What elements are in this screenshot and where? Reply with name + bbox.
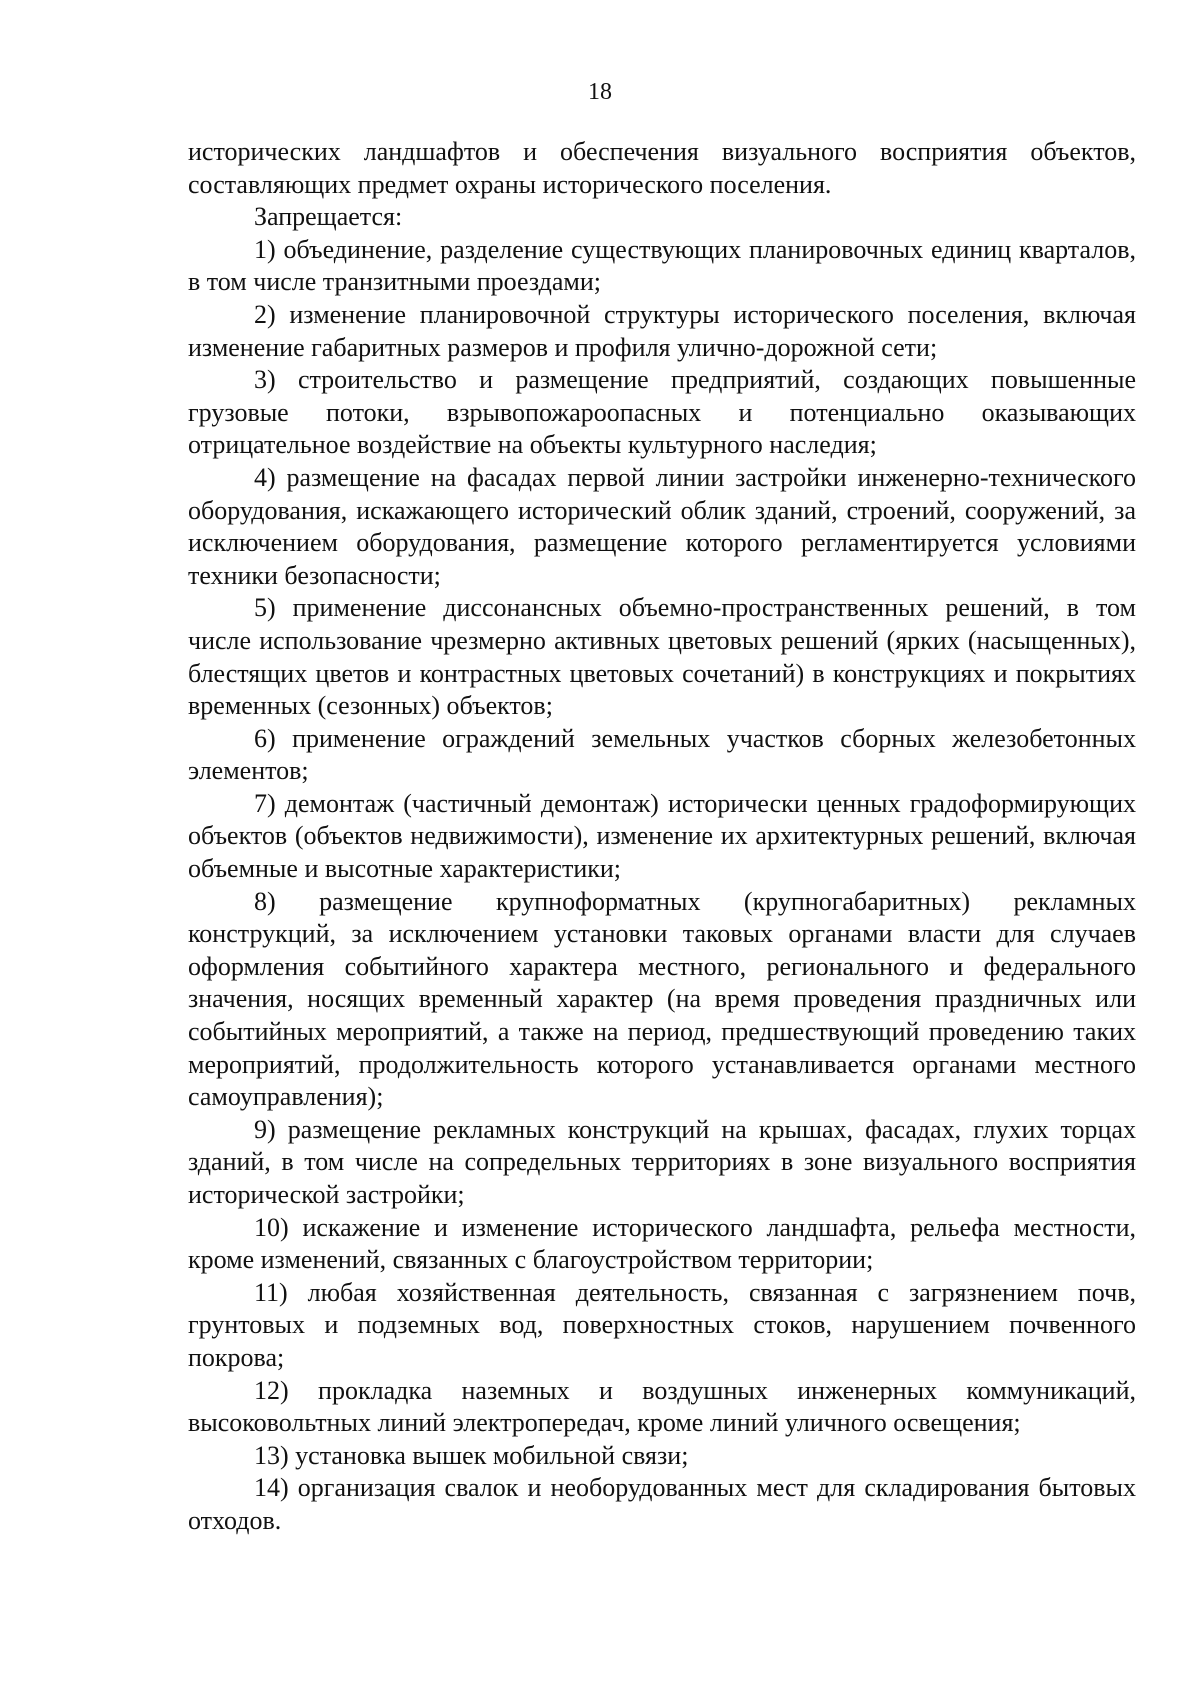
list-item-13: 13) установка вышек мобильной связи; xyxy=(254,1440,689,1470)
list-item-3: 3) строительство и размещение предприятий, создающих повышенные грузовые потоки, взрывопожароопасных и потенциально оказывающих отрицательное воздействие на объекты культурного наследия; xyxy=(188,365,1136,460)
list-item-4: 4) размещение на фасадах первой линии застройки инженерно-технического оборудования, искажающего исторический облик зданий, строений, сооружений, за исключением оборудования, размещение которого регламентируется условиями техники безопасности; xyxy=(188,462,1136,590)
page-number: 18 xyxy=(588,79,612,105)
list-item-6: 6) применение ограждений земельных участков сборных железобетонных элементов; xyxy=(188,723,1136,786)
list-item-8: 8) размещение крупноформатных (крупногабаритных) рекламных конструкций, за исключением установки таковых органами власти для случаев оформления событийного характера местного, регионального и федерального значения, носящих временный характер (на время проведения праздничных или событийных мероприятий, а также на период, предшествующий проведению таких мероприятий, продолжительность которого устанавливается органами местного самоуправления); xyxy=(188,886,1136,1112)
list-item-5: 5) применение диссонансных объемно-пространственных решений, в том числе использование чрезмерно активных цветовых решений (ярких (насыщенных), блестящих цветов и контрастных цветовых сочетаний) в конструкциях и покрытиях временных (сезонных) объектов; xyxy=(188,593,1136,721)
list-item-14: 14) организация свалок и необорудованных мест для складирования бытовых отходов. xyxy=(188,1473,1136,1535)
list-item-2: 2) изменение планировочной структуры исторического поселения, включая изменение габаритных размеров и профиля улично-дорожной сети; xyxy=(188,299,1136,362)
document-body xyxy=(188,136,1136,1538)
list-item-12: 12) прокладка наземных и воздушных инженерных коммуникаций, высоковольтных линий электропередач, кроме линий уличного освещения; xyxy=(188,1375,1136,1438)
list-item-1: 1) объединение, разделение существующих планировочных единиц кварталов, в том числе транзитными проездами; xyxy=(188,234,1136,297)
list-item-10: 10) искажение и изменение исторического ландшафта, рельефа местности, кроме изменений, связанных с благоустройством территории; xyxy=(188,1212,1136,1275)
paragraph-prohibited-heading: Запрещается: xyxy=(254,202,403,232)
list-item-7: 7) демонтаж (частичный демонтаж) исторически ценных градоформирующих объектов (объектов недвижимости), изменение их архитектурных решений, включая объемные и высотные характеристики; xyxy=(188,788,1136,884)
list-item-11: 11) любая хозяйственная деятельность, связанная с загрязнением почв, грунтовых и подземных вод, поверхностных стоков, нарушением почвенного покрова; xyxy=(188,1277,1136,1372)
paragraph-intro-continuation: исторических ландшафтов и обеспечения визуального восприятия объектов, составляющих предмет охраны исторического поселения. xyxy=(188,137,1136,199)
list-item-9: 9) размещение рекламных конструкций на крышах, фасадах, глухих торцах зданий, в том числе на сопредельных территориях в зоне визуального восприятия исторической застройки; xyxy=(188,1114,1136,1209)
